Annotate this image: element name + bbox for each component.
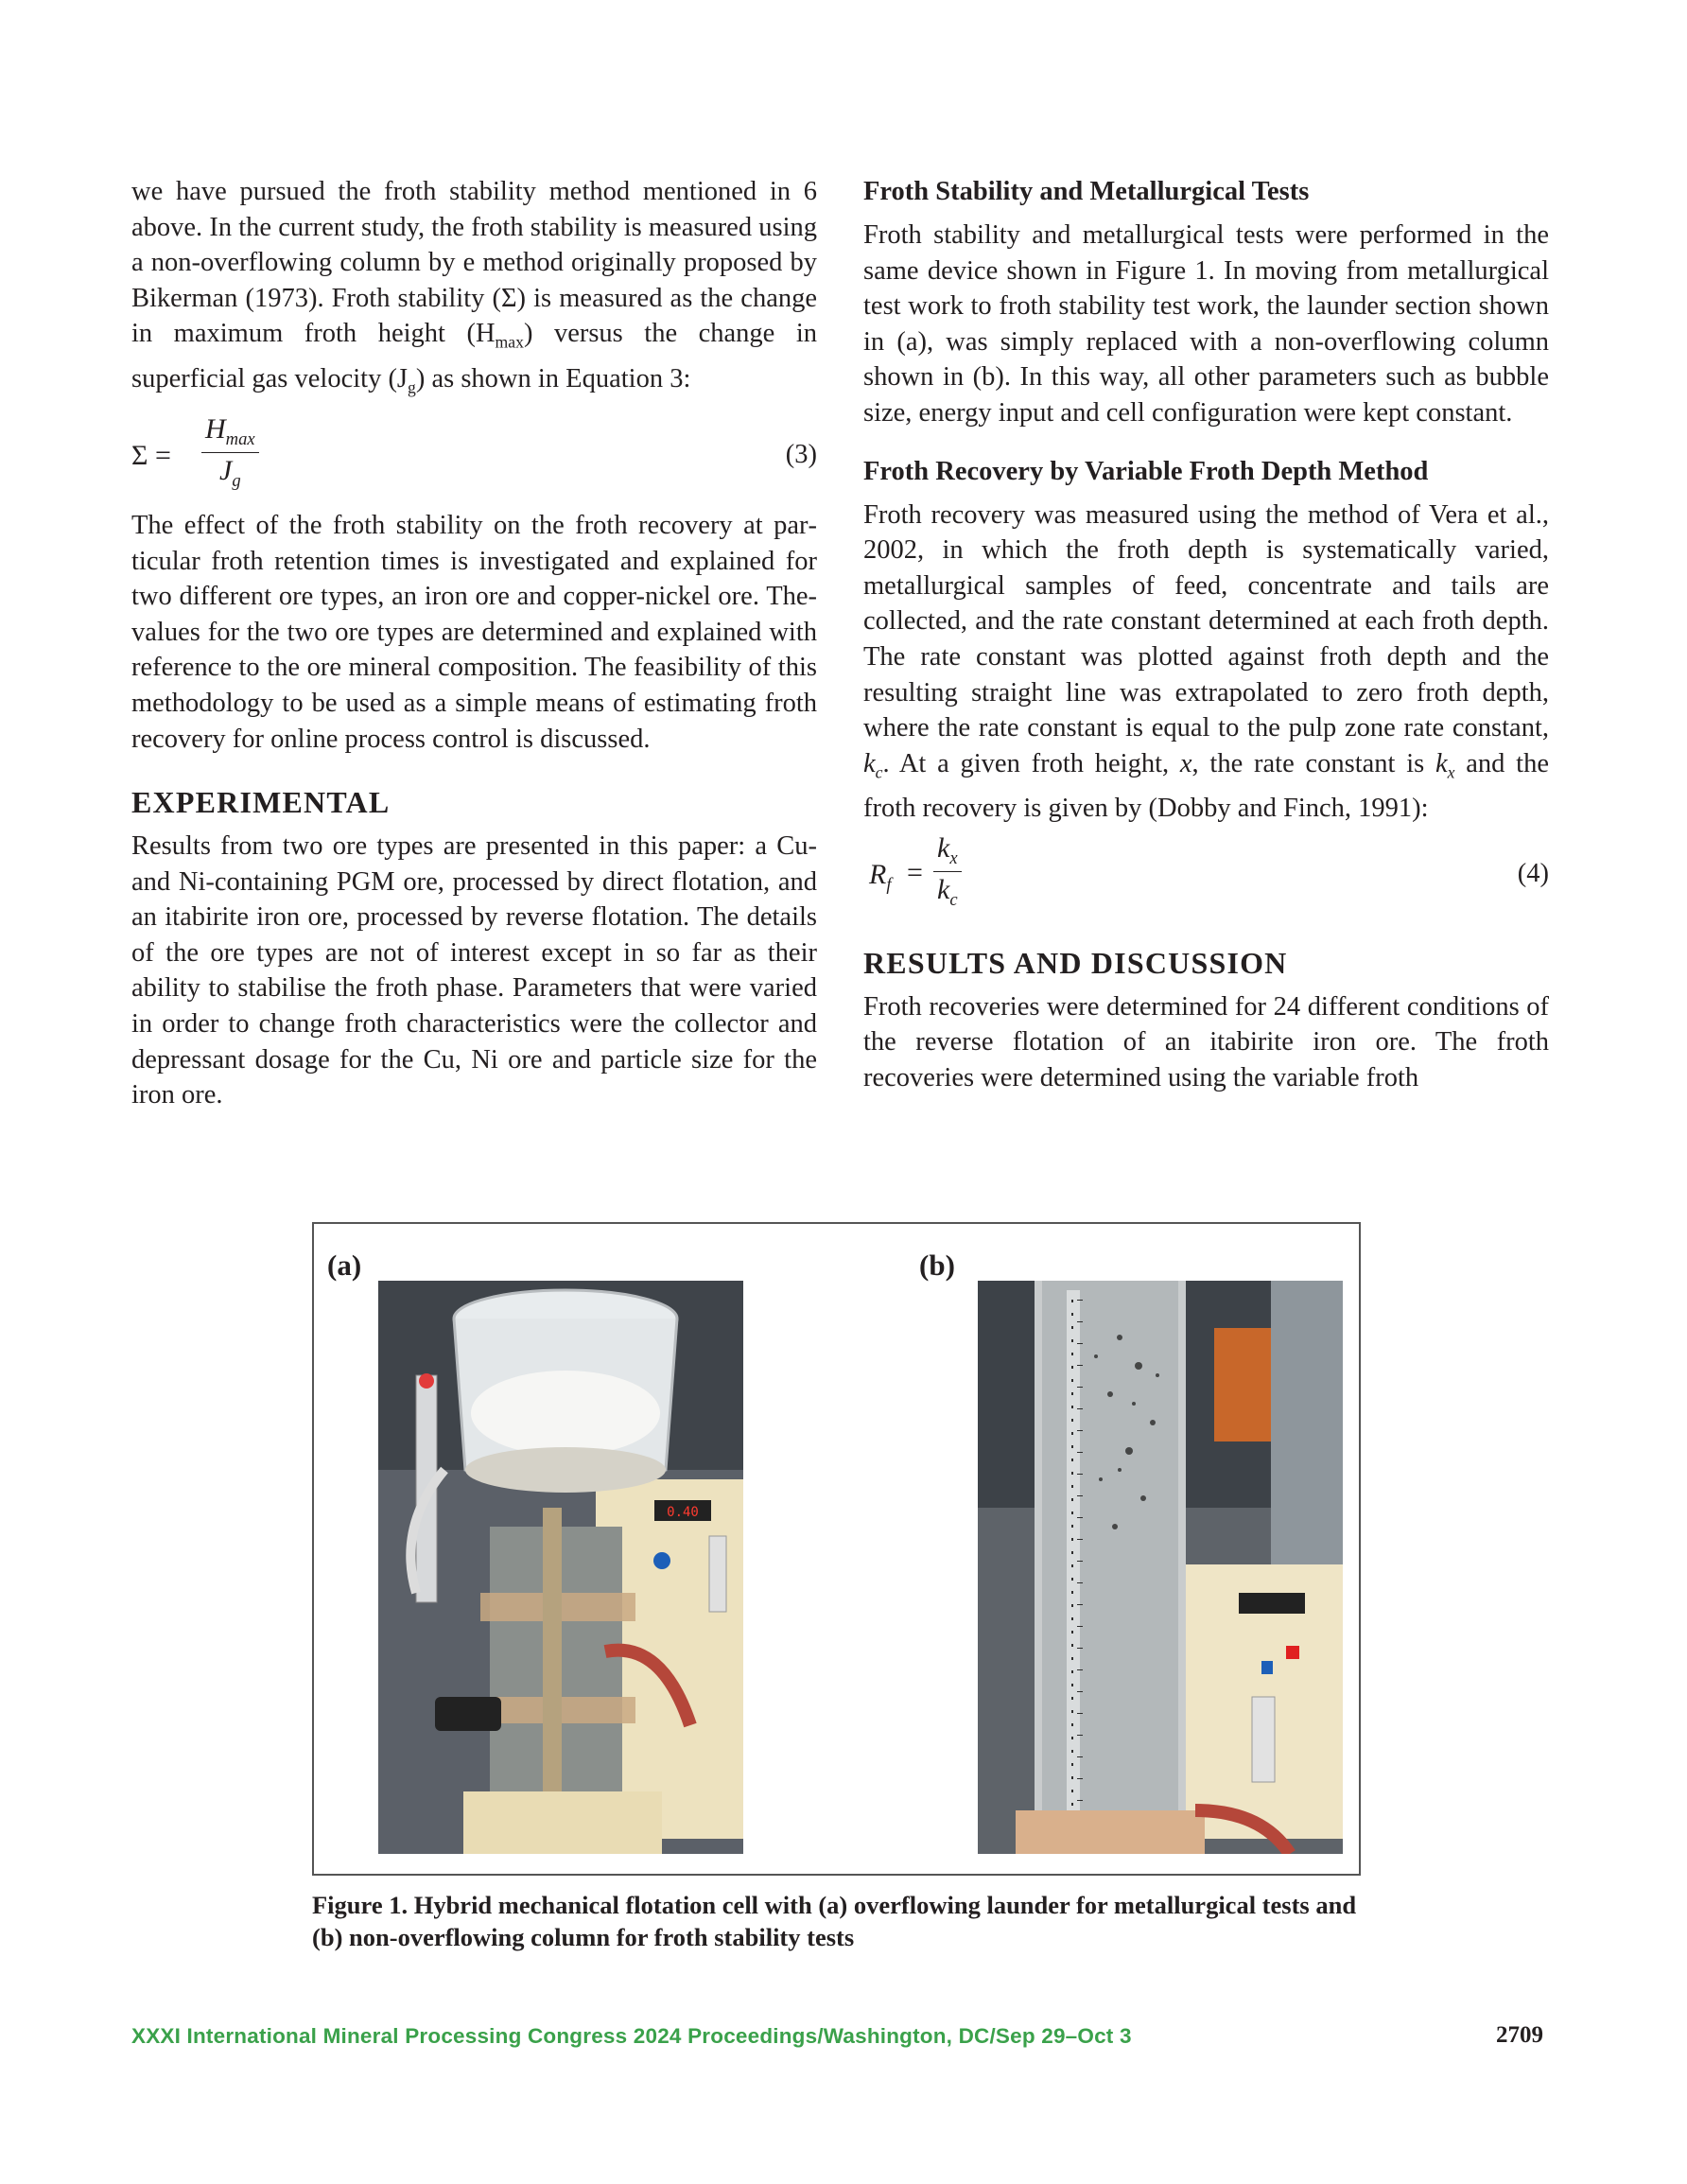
heading-experimental: EXPERIMENTAL [131,785,391,820]
heading-froth-stability-tests: Froth Stability and Metallurgical Tests [863,177,1310,206]
paragraph-froth-effect: The effect of the froth stability on the froth recovery at particular froth retention times is investigated and explained for two different ore types, an iron ore and copper-nickel ore. The-values for the two ore types are determined and explained with reference to the ore mineral composition. The feasibility of this methodology to be used as a simple means of estimating froth recovery for online process control is discussed. [131,510,817,754]
heading-froth-recovery: Froth Recovery by Variable Froth Depth Method [863,456,1429,486]
right-column [863,174,1549,1095]
paragraph-froth-stability-method: we have pursued the froth stability method mentioned in 6 above. In the current study, the froth stability is measured using a non-overflowing column by e method originally proposed by Bikerman (1973). Froth stability (Σ) is measured as the change in maximum froth height $(H_{max})$ versus the change in superficial gas velocity $(J_g)$ as shown in Equation 3: [131,177,818,397]
equation-3: Σ = $H_{max}$ $J_g$ (3) [131,412,817,491]
figure-caption: Figure 1. Hybrid mechanical flotation cell with (a) overflowing launder for metallurgical tests and (b) non-overflowing column for froth stability tests [312,1891,1357,1951]
equation-4: $R_f$ = $\frac{k_x}{k_c}$ (4) [869,831,1549,910]
column-image [978,1281,1343,1854]
page-number: 2709 [1496,2022,1543,2048]
photo-flotation-cell-launder [378,1281,743,1854]
heading-results-discussion: RESULTS AND DISCUSSION [863,945,1288,980]
paragraph-experimental: Results from two ore types are presented in this paper: a Cu- and Ni-containing PGM ore, processed by direct flotation, and an itabirite iron ore, processed by reverse flotation. The details of the ore types are not of interest except in so far as their ability to stabilise the froth phase. Parameters that were varied in order to change froth characteristics were the collector and depressant dosage for the Cu, Ni ore and particle size for the iron ore. [131,831,817,1110]
panel-label-a: (a) [327,1249,362,1282]
figure-1 [312,1222,1361,1876]
svg-text:0.40: 0.40 [667,1505,699,1520]
footer-proceedings: XXXI International Mineral Processing Congress 2024 Proceedings/Washington, DC/Sep 29–Oct 3 [131,2024,1132,2048]
paragraph-froth-recovery: Froth recovery was measured using the method of Vera et al., 2002, in which the froth depth is systematically varied, metallurgical samples of feed, concentrate and tails are collected, and the rate constant determined at each froth depth. The rate constant was plotted against froth depth and the resulting straight line was extrapolated to zero froth depth, where the rate constant is equal to the pulp zone rate constant, $k_c$. At a given froth height, x, the rate constant is $k_x$ and the froth recovery is given by (Dobby and Finch, 1991): [863,499,1549,823]
paragraph-froth-stability-tests: Froth stability and metallurgical tests were performed in the same device shown in Figure 1. In moving from metallurgical test work to froth stability test work, the launder section shown in (a), was simply replaced with a non-overflowing column shown in (b). In this way, all other parameters such as bubble size, energy input and cell configuration were kept constant. [863,220,1549,428]
left-column [131,174,817,1113]
paragraph-results: Froth recoveries were determined for 24 different conditions of the reverse flotation of an itabirite iron ore. The froth recoveries were determined using the variable froth [863,991,1549,1092]
photo-non-overflowing-column [978,1281,1343,1854]
equation-number: (3) [785,439,817,469]
equation-number: (4) [1517,858,1549,888]
panel-label-b: (b) [919,1249,955,1282]
flotation-cell-image [378,1281,743,1854]
